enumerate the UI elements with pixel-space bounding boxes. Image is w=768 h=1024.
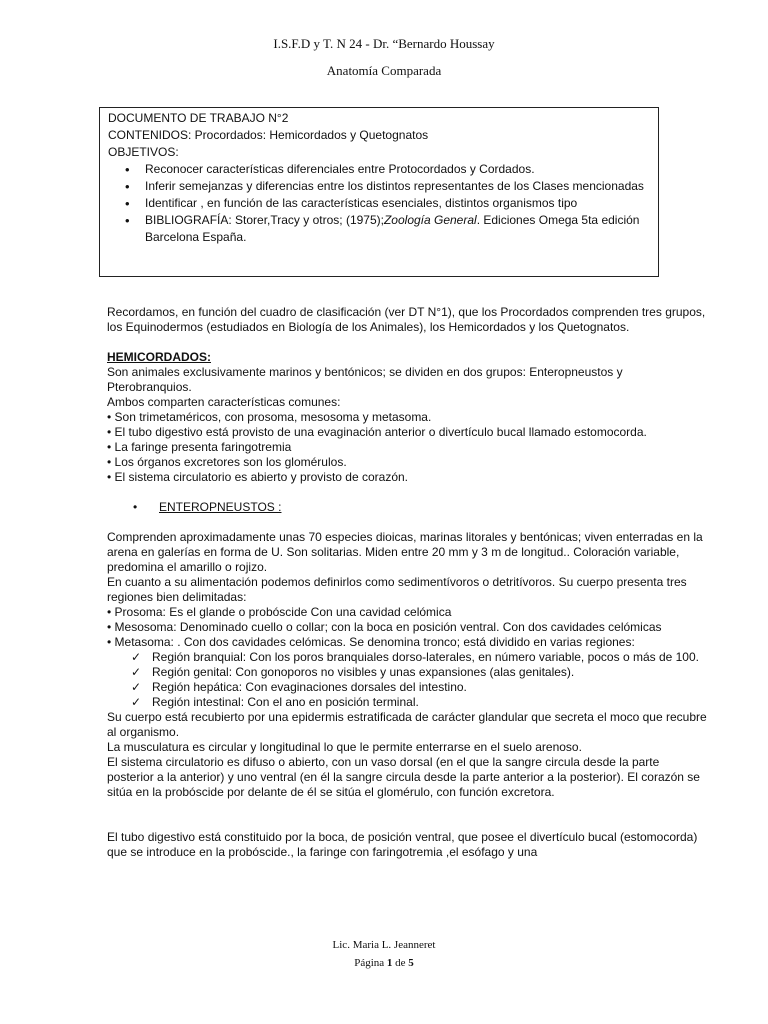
footer-page-number: Página 1 de 5 <box>354 957 414 969</box>
hemicordados-heading: HEMICORDADOS: <box>107 350 211 364</box>
trunk-region-item: ✓ Región intestinal: Con el ano en posición terminal. <box>131 695 419 709</box>
bibliography-book-title: Zoología General <box>383 213 477 227</box>
bibliography-edition: . Ediciones Omega 5ta edición Barcelona España. <box>145 213 640 244</box>
intro-paragraph: Recordamos, en función del cuadro de clasificación (ver DT N°1), que los Procordados comprenden tres grupos, los Equinodermos (estudiados en Biología de los Animales), los Hemicordados y los Quetognatos. <box>107 305 706 334</box>
checkmark-icon: ✓ <box>131 665 142 679</box>
document-title: DOCUMENTO DE TRABAJO N°2 <box>108 111 289 125</box>
hemicordados-trait: • Los órganos excretores son los glomérulos. <box>107 455 347 469</box>
body-region: • Mesosoma: Denominado cuello o collar; con la boca en posición ventral. Con dos cavidades celómicas <box>107 620 662 634</box>
enteropneustos-paragraph: La musculatura es circular y longitudinal lo que le permite enterrarse en el suelo arenoso. <box>107 740 582 754</box>
footer-author: Lic. Maria L. Jeanneret <box>332 939 436 951</box>
checkmark-icon: ✓ <box>131 650 142 664</box>
body-region: • Prosoma: Es el glande o probóscide Con una cavidad celómica <box>107 605 452 619</box>
enteropneustos-paragraph: El sistema circulatorio es difuso o abierto, con un vaso dorsal (en el que la sangre circula desde la parte posterior a la anterior) y uno ventral (en él la sangre circula desde la parte anterior a la posterior). El corazón se sitúa en la probóscide por delante de él se sitúa el glomérulo, con función excretora. <box>107 755 700 799</box>
objective-item: • Reconocer características diferenciales entre Protocordados y Cordados. <box>145 161 658 178</box>
hemicordados-trait: • El tubo digestivo está provisto de una evaginación anterior o divertículo bucal llamado estomocorda. <box>107 425 647 439</box>
enteropneustos-heading-text: ENTEROPNEUSTOS : <box>159 500 282 514</box>
bibliography-authors: BIBLIOGRAFÍA: Storer,Tracy y otros; (1975); <box>145 213 384 227</box>
enteropneustos-paragraph: En cuanto a su alimentación podemos definirlos como sedimentívoros o detritívoros. Su cuerpo presenta tres regiones bien delimitadas: <box>107 575 687 604</box>
trunk-region-item: ✓ Región branquial: Con los poros branquiales dorso-laterales, en número variable, pocos o más de 100. <box>131 650 699 664</box>
trunk-regions-list <box>107 650 707 710</box>
objectives-list <box>108 161 658 246</box>
enteropneustos-heading <box>107 500 707 515</box>
bibliography-item <box>145 212 658 246</box>
hemicordados-trait: • La faringe presenta faringotremia <box>107 440 292 454</box>
body-region: • Metasoma: . Con dos cavidades celómicas. Se denomina tronco; está dividido en varias regiones: <box>107 635 635 649</box>
hemicordados-common: Ambos comparten características comunes: <box>107 395 341 409</box>
hemicordados-trait: • Son trimetaméricos, con prosoma, mesosoma y metasoma. <box>107 410 432 424</box>
objective-item: • Inferir semejanzas y diferencias entre los distintos representantes de los Clases mencionadas <box>145 178 658 195</box>
header-institution: I.S.F.D y T. N 24 - Dr. “Bernardo Houssay <box>273 36 495 51</box>
document-body <box>107 305 707 860</box>
enteropneustos-paragraph: Su cuerpo está recubierto por una epidermis estratificada de carácter glandular que secreta el moco que recubre al organismo. <box>107 710 707 739</box>
checkmark-icon: ✓ <box>131 680 142 694</box>
enteropneustos-paragraph: El tubo digestivo está constituido por la boca, de posición ventral, que posee el divertículo bucal (estomocorda) que se introduce en la probóscide., la faringe con faringotremia ,el esófago y una <box>107 830 698 859</box>
hemicordados-trait: • El sistema circulatorio es abierto y provisto de corazón. <box>107 470 408 484</box>
header-subject: Anatomía Comparada <box>326 63 442 78</box>
objectives-label: OBJETIVOS: <box>108 145 179 159</box>
trunk-region-item: ✓ Región genital: Con gonoporos no visibles y unas expansiones (alas genitales). <box>131 665 575 679</box>
objective-item: • Identificar , en función de las características esenciales, distintos organismos tipo <box>145 195 658 212</box>
hemicordados-description: Son animales exclusivamente marinos y bentónicos; se dividen en dos grupos: Enteropneustos y Pterobranquios. <box>107 365 623 394</box>
trunk-region-item: ✓ Región hepática: Con evaginaciones dorsales del intestino. <box>131 680 467 694</box>
contents-line: CONTENIDOS: Procordados: Hemicordados y Quetognatos <box>108 128 429 142</box>
enteropneustos-paragraph: Comprenden aproximadamente unas 70 especies dioicas, marinas litorales y bentónicas; viven enterradas en la arena en galerías en forma de U. Son solitarias. Miden entre 20 mm y 3 m de longitud.. Coloración variable, predomina el amarillo o rojizo. <box>107 530 703 574</box>
work-document-box <box>99 107 659 277</box>
checkmark-icon: ✓ <box>131 695 142 709</box>
